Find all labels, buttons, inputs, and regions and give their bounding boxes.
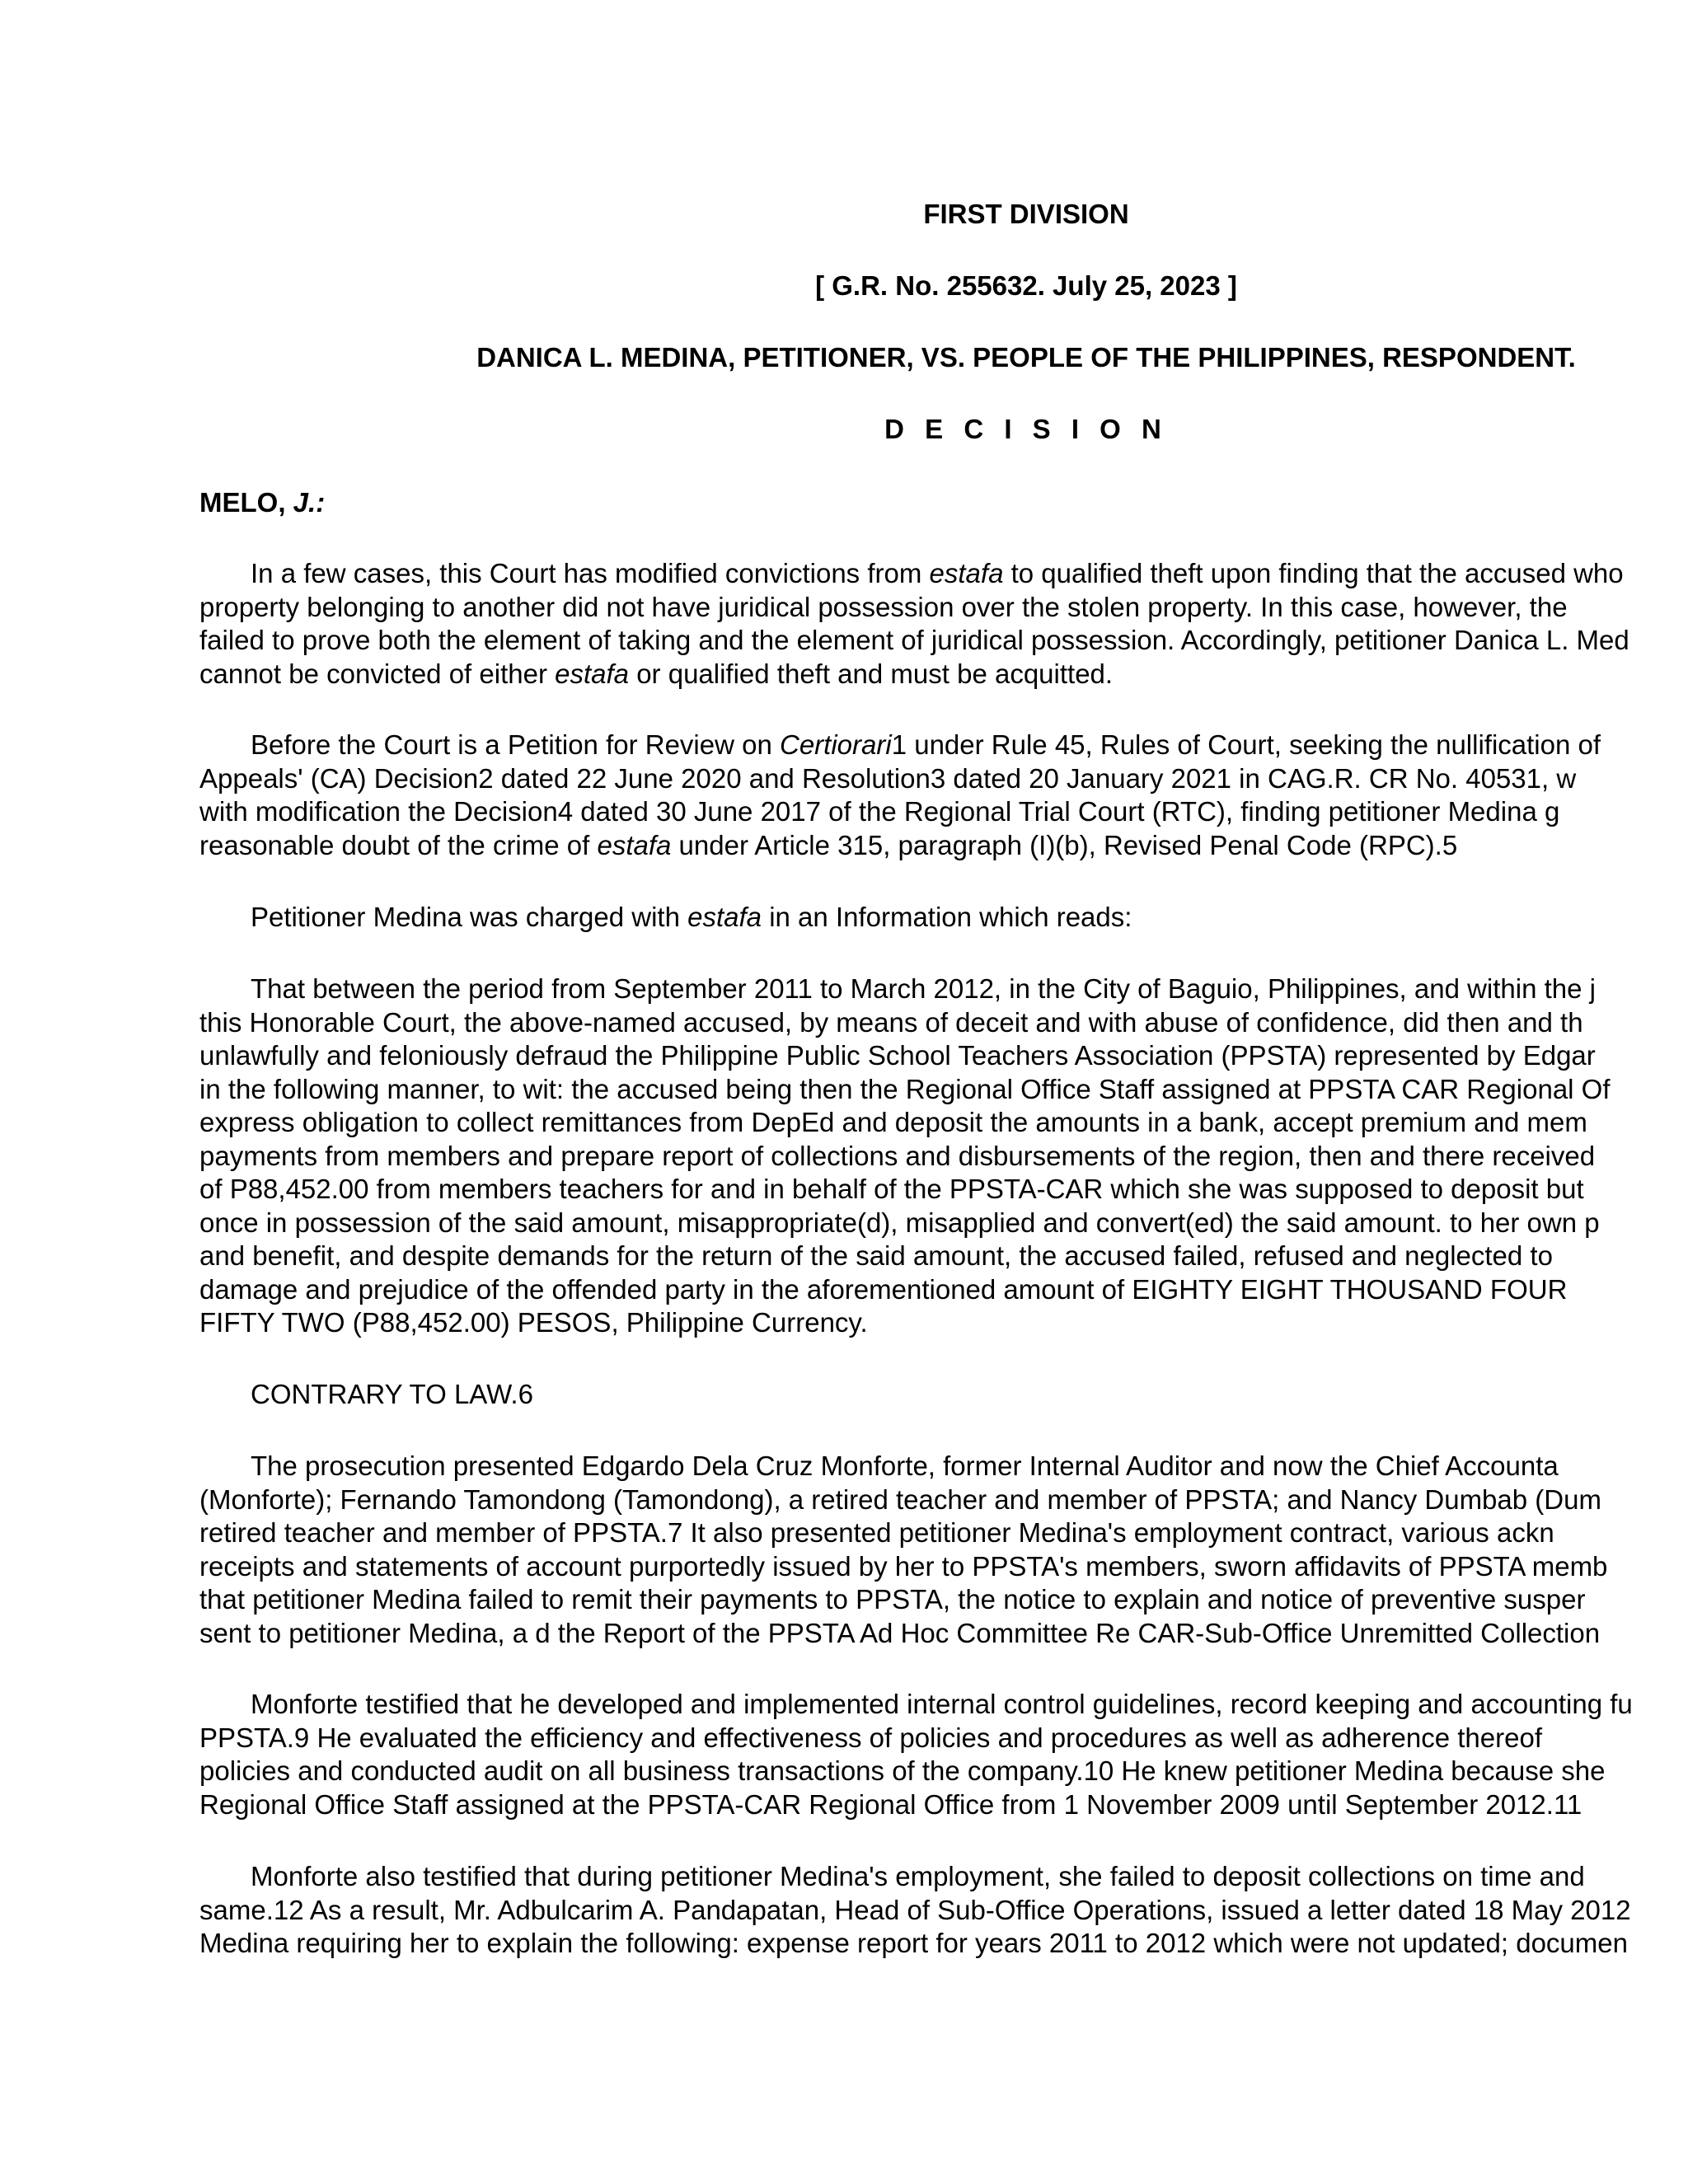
paragraph-petition <box>199 729 1688 862</box>
ponente-title: J.: <box>293 487 326 518</box>
case-parties: DANICA L. MEDINA, PETITIONER, VS. PEOPLE OF THE PHILIPPINES, RESPONDENT. <box>476 342 1576 373</box>
text-line: Monforte testified that he developed and implemented internal control guidelines, record keeping and accounting fu <box>251 1689 1633 1719</box>
text-line: with modification the Decision4 dated 30 June 2017 of the Regional Trial Court (RTC), finding petitioner Medina g <box>199 796 1560 827</box>
text-line: receipts and statements of account purportedly issued by her to PPSTA's members, sworn affidavits of PPSTA memb <box>199 1550 1608 1582</box>
text-line: that petitioner Medina failed to remit their payments to PPSTA, the notice to explain and notice of preventive susper <box>199 1584 1586 1615</box>
italic-term: estafa <box>597 829 672 860</box>
paragraph-contrary-to-law <box>199 1378 1688 1412</box>
italic-term: Certiorari <box>780 729 892 760</box>
text-line: property belonging to another did not have juridical possession over the stolen property. In this case, however, the <box>199 591 1568 622</box>
paragraph-monforte-testimony <box>199 1688 1688 1821</box>
paragraph-prosecution <box>199 1450 1688 1650</box>
text-line: (Monforte); Fernando Tamondong (Tamondong), a retired teacher and member of PPSTA; and Nancy Dumbab (Dum <box>199 1483 1601 1515</box>
text-line: Medina requiring her to explain the following: expense report for years 2011 to 2012 which were not updated; documen <box>199 1928 1628 1958</box>
text-line: failed to prove both the element of taking and the element of juridical possession. Accordingly, petitioner Danica L. Med <box>199 625 1629 655</box>
text-line: PPSTA.9 He evaluated the efficiency and effectiveness of policies and procedures as well as adherence thereof <box>199 1722 1542 1753</box>
text-line: Regional Office Staff assigned at the PPSTA-CAR Regional Office from 1 November 2009 until September 2012.11 <box>199 1788 1582 1820</box>
paragraph-intro <box>199 557 1688 691</box>
text-line: Petitioner Medina was charged with estafa in an Information which reads: <box>251 902 1132 932</box>
text-line: CONTRARY TO LAW.6 <box>251 1379 533 1409</box>
text-line: policies and conducted audit on all business transactions of the company.10 He knew petitioner Medina because she <box>199 1755 1606 1786</box>
text-line: That between the period from September 2011 to March 2012, in the City of Baguio, Philippines, and within the j <box>251 973 1597 1004</box>
text-line: The prosecution presented Edgardo Dela Cruz Monforte, former Internal Auditor and now the Chief Accounta <box>251 1451 1559 1481</box>
text-line: In a few cases, this Court has modified convictions from estafa to qualified theft upon finding that the accused who <box>251 558 1624 588</box>
ponente-name: MELO, <box>199 487 286 518</box>
text-line: Appeals' (CA) Decision2 dated 22 June 2020 and Resolution3 dated 20 January 2021 in CAG.R. CR No. 40531, w <box>199 762 1577 794</box>
division-heading: FIRST DIVISION <box>923 199 1129 229</box>
text-line: Before the Court is a Petition for Review on Certiorari1 under Rule 45, Rules of Court, seeking the nullification of <box>251 729 1601 760</box>
text-line: retired teacher and member of PPSTA.7 It also presented petitioner Medina's employment contract, various ackn <box>199 1517 1554 1548</box>
text-line: payments from members and prepare report of collections and disbursements of the region, then and there received <box>199 1140 1596 1171</box>
text-line: once in possession of the said amount, misappropriate(d), misapplied and convert(ed) the said amount. to her own p <box>199 1207 1600 1238</box>
text-line: of P88,452.00 from members teachers for and in behalf of the PPSTA-CAR which she was supposed to deposit but <box>199 1174 1584 1204</box>
text-line: damage and prejudice of the offended party in the aforementioned amount of EIGHTY EIGHT THOUSAND FOUR <box>199 1273 1568 1305</box>
text-line: and benefit, and despite demands for the return of the said amount, the accused failed, refused and neglected to <box>199 1240 1553 1271</box>
text-line: same.12 As a result, Mr. Adbulcarim A. Pandapatan, Head of Sub-Office Operations, issued a letter dated 18 May 2012 <box>199 1894 1631 1925</box>
italic-term: estafa <box>687 902 762 932</box>
italic-term: estafa <box>929 558 1004 588</box>
paragraph-charge <box>199 901 1688 935</box>
text-line: in the following manner, to wit: the accused being then the Regional Office Staff assigned at PPSTA CAR Regional Of <box>199 1073 1611 1104</box>
text-line: unlawfully and feloniously defraud the Philippine Public School Teachers Association (PPSTA) represented by Edgar <box>199 1040 1596 1071</box>
text-line: express obligation to collect remittances from DepEd and deposit the amounts in a bank, accept premium and mem <box>199 1107 1587 1137</box>
decision-heading: D E C I S I O N <box>884 414 1168 444</box>
text-line: this Honorable Court, the above-named accused, by means of deceit and with abuse of confidence, did then and th <box>199 1006 1583 1038</box>
text-line: FIFTY TWO (P88,452.00) PESOS, Philippine Currency. <box>199 1307 868 1338</box>
case-number: [ G.R. No. 255632. July 25, 2023 ] <box>815 270 1237 301</box>
ponente <box>199 486 325 519</box>
text-line: sent to petitioner Medina, a d the Report of the PPSTA Ad Hoc Committee Re CAR-Sub-Office Unremitted Collection <box>199 1617 1601 1648</box>
paragraph-information <box>199 972 1688 1340</box>
italic-term: estafa <box>555 658 630 689</box>
paragraph-monforte-further <box>199 1860 1688 1961</box>
text-line: cannot be convicted of either estafa or qualified theft and must be acquitted. <box>199 658 1114 689</box>
text-line: Monforte also testified that during petitioner Medina's employment, she failed to deposit collections on time and <box>251 1861 1585 1891</box>
text-line: reasonable doubt of the crime of estafa under Article 315, paragraph (I)(b), Revised Penal Code (RPC).5 <box>199 829 1458 860</box>
